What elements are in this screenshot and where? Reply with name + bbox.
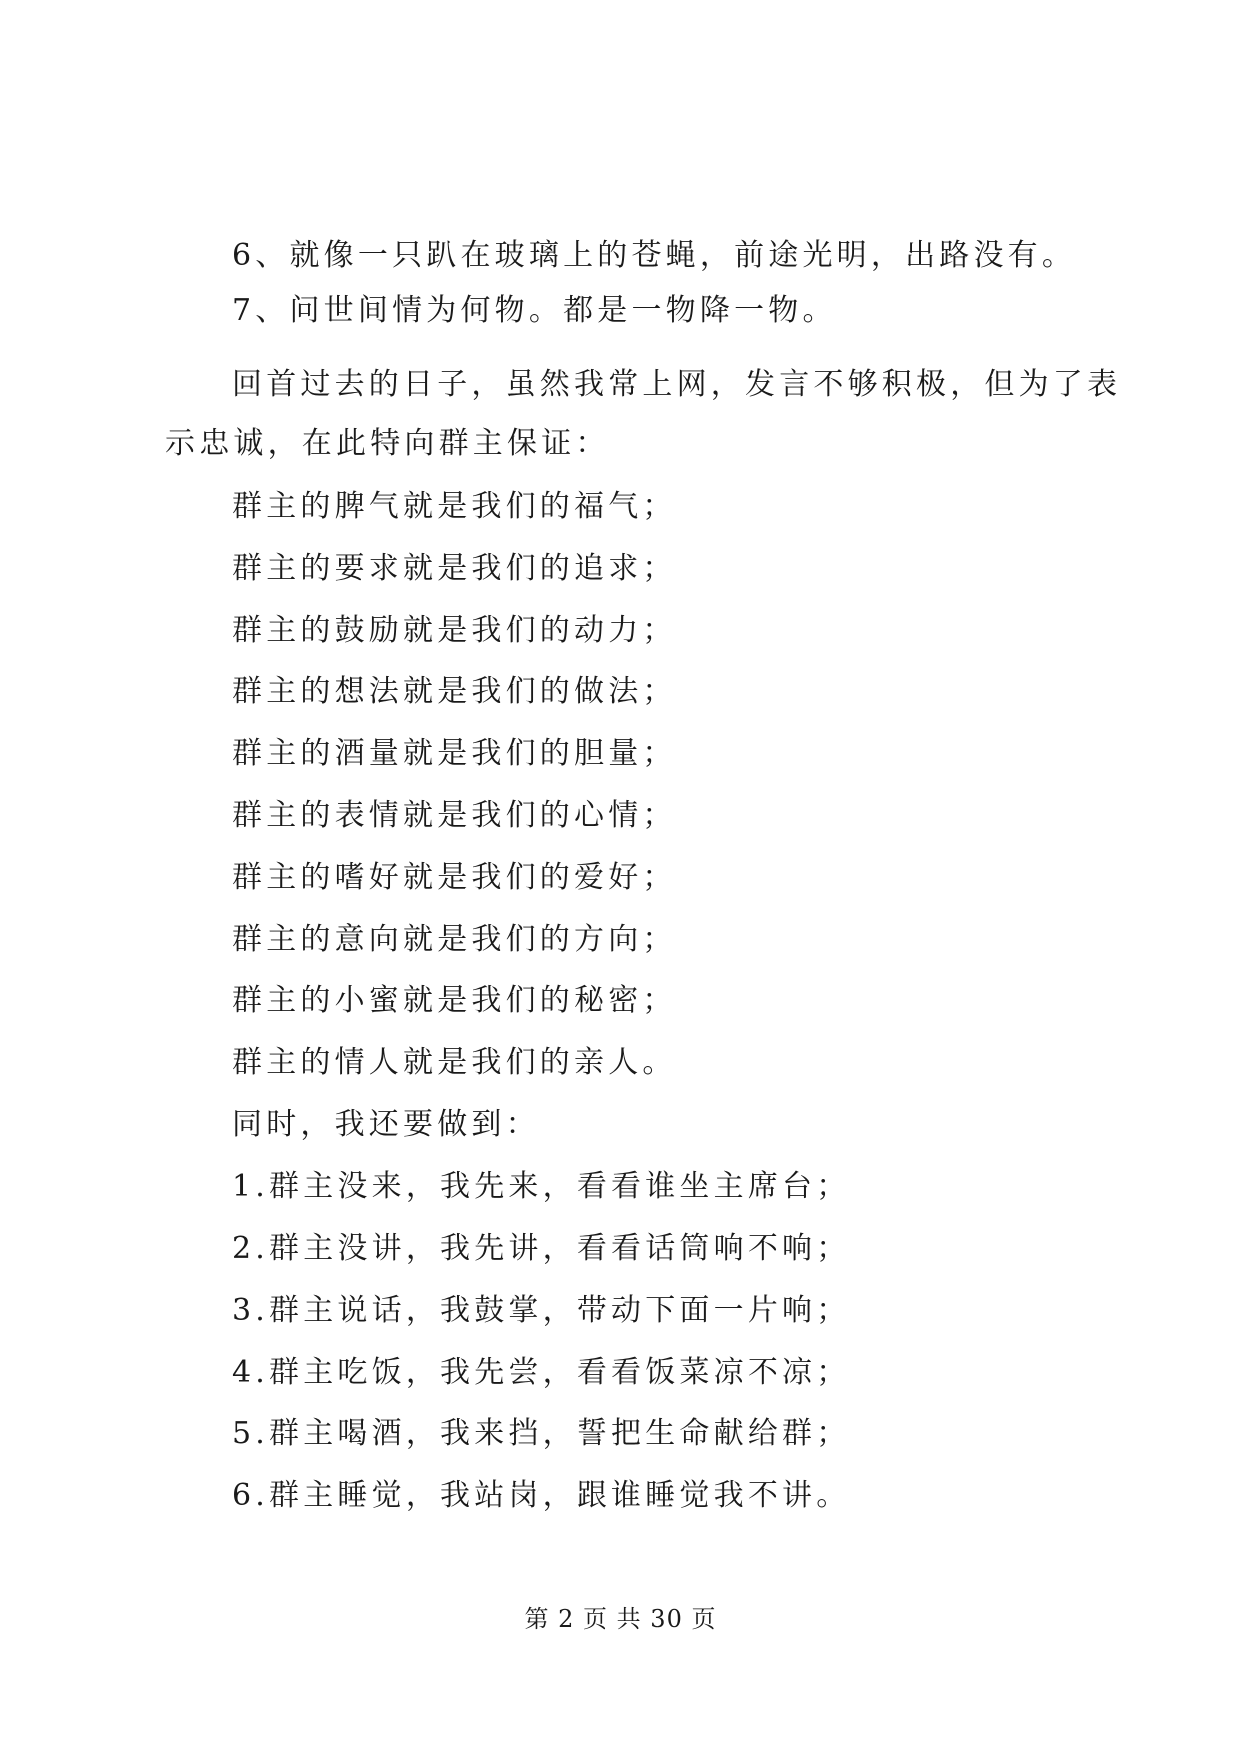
- text-line: 群主的表情就是我们的心情；: [232, 798, 677, 833]
- text-line: 同时，我还要做到：: [232, 1107, 540, 1142]
- text-line: 回首过去的日子，虽然我常上网，发言不够积极，但为了表: [232, 367, 1122, 402]
- text-line: 群主的想法就是我们的做法；: [232, 674, 677, 709]
- text-line: 4.群主吃饭，我先尝，看看饭菜凉不凉；: [232, 1355, 851, 1390]
- text-line: 群主的小蜜就是我们的秘密；: [232, 983, 677, 1018]
- text-line: 群主的鼓励就是我们的动力；: [232, 613, 677, 648]
- text-line: 示忠诚，在此特向群主保证：: [165, 426, 610, 461]
- text-line: 群主的脾气就是我们的福气；: [232, 489, 677, 524]
- page-footer: 第 2 页 共 30 页: [524, 1605, 717, 1633]
- text-line: 3.群主说话，我鼓掌，带动下面一片响；: [232, 1293, 851, 1328]
- text-line: 7、问世间情为何物。都是一物降一物。: [232, 293, 837, 328]
- text-line: 6、就像一只趴在玻璃上的苍蝇，前途光明，出路没有。: [232, 238, 1077, 273]
- text-line: 群主的嗜好就是我们的爱好；: [232, 860, 677, 895]
- text-line: 6.群主睡觉，我站岗，跟谁睡觉我不讲。: [232, 1478, 851, 1513]
- text-line: 群主的要求就是我们的追求；: [232, 551, 677, 586]
- text-line: 群主的情人就是我们的亲人。: [232, 1045, 677, 1080]
- text-line: 1.群主没来，我先来，看看谁坐主席台；: [232, 1169, 851, 1204]
- text-line: 群主的酒量就是我们的胆量；: [232, 736, 677, 771]
- text-line: 2.群主没讲，我先讲，看看话筒响不响；: [232, 1231, 851, 1266]
- text-line: 群主的意向就是我们的方向；: [232, 922, 677, 957]
- text-line: 5.群主喝酒，我来挡，誓把生命献给群；: [232, 1416, 851, 1451]
